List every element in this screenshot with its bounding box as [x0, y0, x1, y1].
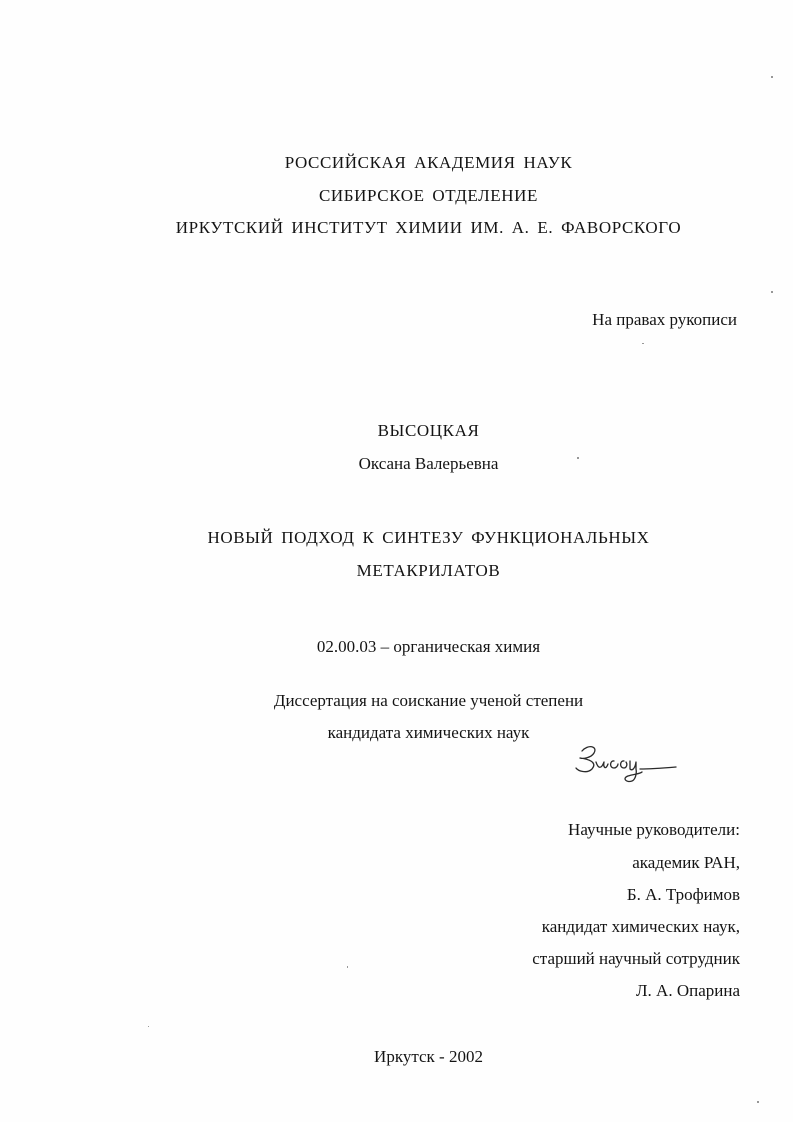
academy-name: РОССИЙСКАЯ АКАДЕМИЯ НАУК: [284, 153, 573, 172]
branch-name: СИБИРСКОЕ ОТДЕЛЕНИЕ: [318, 186, 539, 205]
dissertation-title-line-1: НОВЫЙ ПОДХОД К СИНТЕЗУ ФУНКЦИОНАЛЬНЫХ: [207, 528, 650, 547]
supervisor-line: старший научный сотрудник: [532, 949, 740, 968]
institute-name: ИРКУТСКИЙ ИНСТИТУТ ХИМИИ ИМ. А. Е. ФАВОРСКОГО: [175, 218, 682, 237]
supervisor-line: Л. А. Опарина: [636, 981, 740, 1000]
scan-speck: [347, 966, 348, 968]
supervisor-line: Б. А. Трофимов: [626, 885, 740, 904]
dissertation-title-line-2: МЕТАКРИЛАТОВ: [356, 561, 501, 580]
scan-speck: [757, 1101, 759, 1103]
scan-speck: [148, 1026, 149, 1027]
author-surname: ВЫСОЦКАЯ: [377, 421, 480, 440]
scan-speck: [642, 343, 644, 344]
scan-speck: [577, 457, 579, 459]
author-given-names: Оксана Валерьевна: [358, 454, 499, 473]
author-signature: [568, 738, 680, 790]
degree-line-2: кандидата химических наук: [327, 723, 530, 742]
city-year: Иркутск - 2002: [374, 1047, 483, 1066]
supervisor-line: академик РАН,: [632, 853, 740, 872]
specialty-code: 02.00.03 – органическая химия: [316, 637, 541, 656]
supervisor-line: кандидат химических наук,: [541, 917, 740, 936]
degree-line-1: Диссертация на соискание ученой степени: [273, 691, 584, 710]
supervisors-heading: Научные руководители:: [568, 820, 740, 839]
manuscript-note: На правах рукописи: [592, 310, 737, 329]
scan-speck: [771, 76, 773, 78]
scan-speck: [771, 291, 773, 293]
